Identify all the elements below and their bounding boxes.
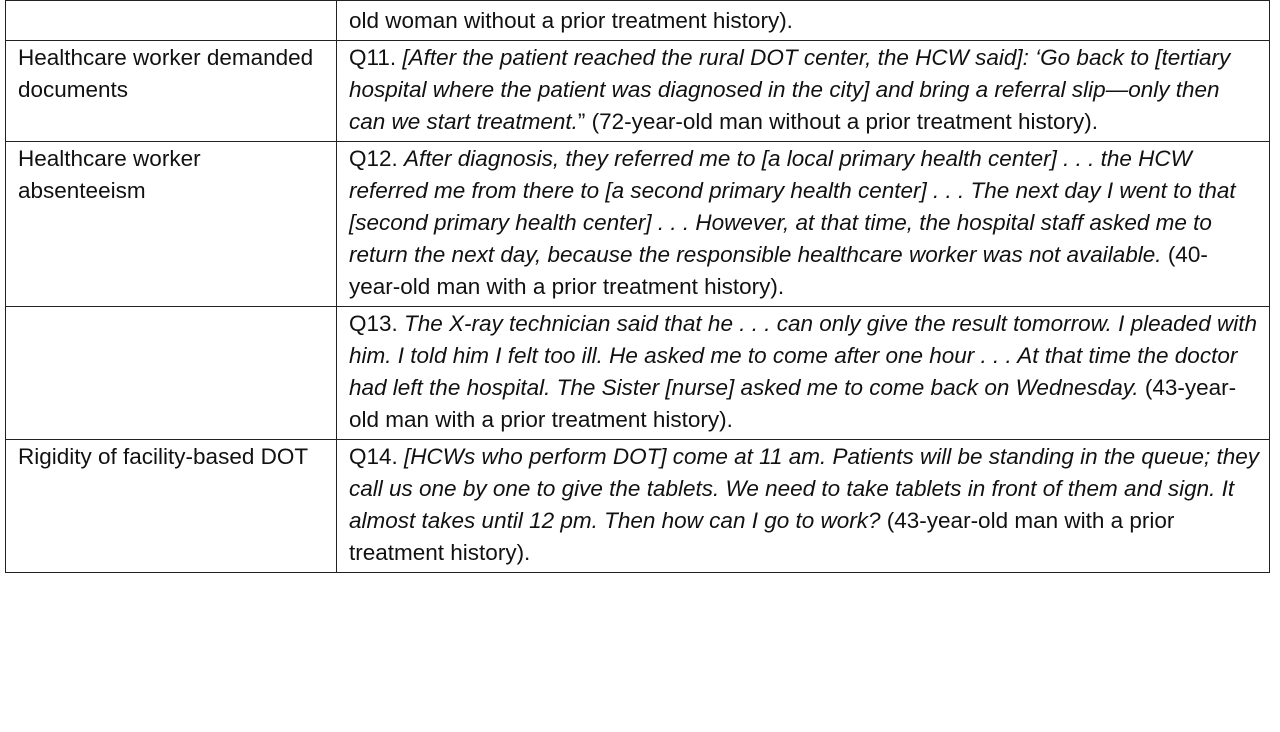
quote-suffix: (43-year-old man with a prior treatment history).: [349, 508, 1175, 565]
category-label: Rigidity of facility-based DOT: [18, 444, 309, 469]
category-cell: [6, 41, 337, 142]
category-cell: [6, 440, 337, 573]
quote-cell: [337, 41, 1270, 142]
table-row: [6, 440, 1270, 573]
table-row: [6, 142, 1270, 307]
quote-italic: [HCWs who perform DOT] come at 11 am. Patients will be standing in the queue; they call us one by one to give the tablets. We need to take tablets in front of them and sign. It almost takes until 12 pm. Then how can I go to work?: [349, 444, 1259, 533]
quote-cell: [337, 440, 1270, 573]
category-cell: [6, 142, 337, 307]
quotes-table: [5, 0, 1270, 573]
quote-italic: After diagnosis, they referred me to [a local primary health center] . . . the HCW referred me from there to [a second primary health center] . . . The next day I went to that [second primary health center] . . . However, at that time, the hospital staff asked me to return the next day, because the responsible healthcare worker was not available.: [349, 146, 1236, 267]
quote-cell: [337, 1, 1270, 41]
category-label: Healthcare worker demanded documents: [18, 45, 314, 102]
quote-italic: [After the patient reached the rural DOT center, the HCW said]: ‘Go back to [tertiary hospital where the patient was diagnosed in the city] and bring a referral slip—only then can we start treatment.: [349, 45, 1231, 134]
category-label: Healthcare worker absenteeism: [18, 146, 201, 203]
quote-prefix: Q13.: [349, 311, 405, 336]
quote-suffix: (40-year-old man with a prior treatment history).: [349, 242, 1208, 299]
quote-cell: [337, 142, 1270, 307]
quote-prefix: Q12.: [349, 146, 405, 171]
table-row: [6, 41, 1270, 142]
table-row: [6, 307, 1270, 440]
quote-italic: The X-ray technician said that he . . . can only give the result tomorrow. I pleaded with him. I told him I felt too ill. He asked me to come after one hour . . . At that time the doctor had left the hospital. The Sister [nurse] asked me to come back on Wednesday.: [349, 311, 1257, 400]
quote-prefix: Q14.: [349, 444, 405, 469]
table-row: [6, 1, 1270, 41]
quote-suffix: old woman without a prior treatment history).: [349, 8, 793, 33]
quote-suffix: ” (72-year-old man without a prior treatment history).: [577, 109, 1099, 134]
category-cell: [6, 1, 337, 41]
quote-prefix: Q11.: [349, 45, 403, 70]
category-cell: [6, 307, 337, 440]
quote-cell: [337, 307, 1270, 440]
quote-suffix: (43-year-old man with a prior treatment history).: [349, 375, 1237, 432]
